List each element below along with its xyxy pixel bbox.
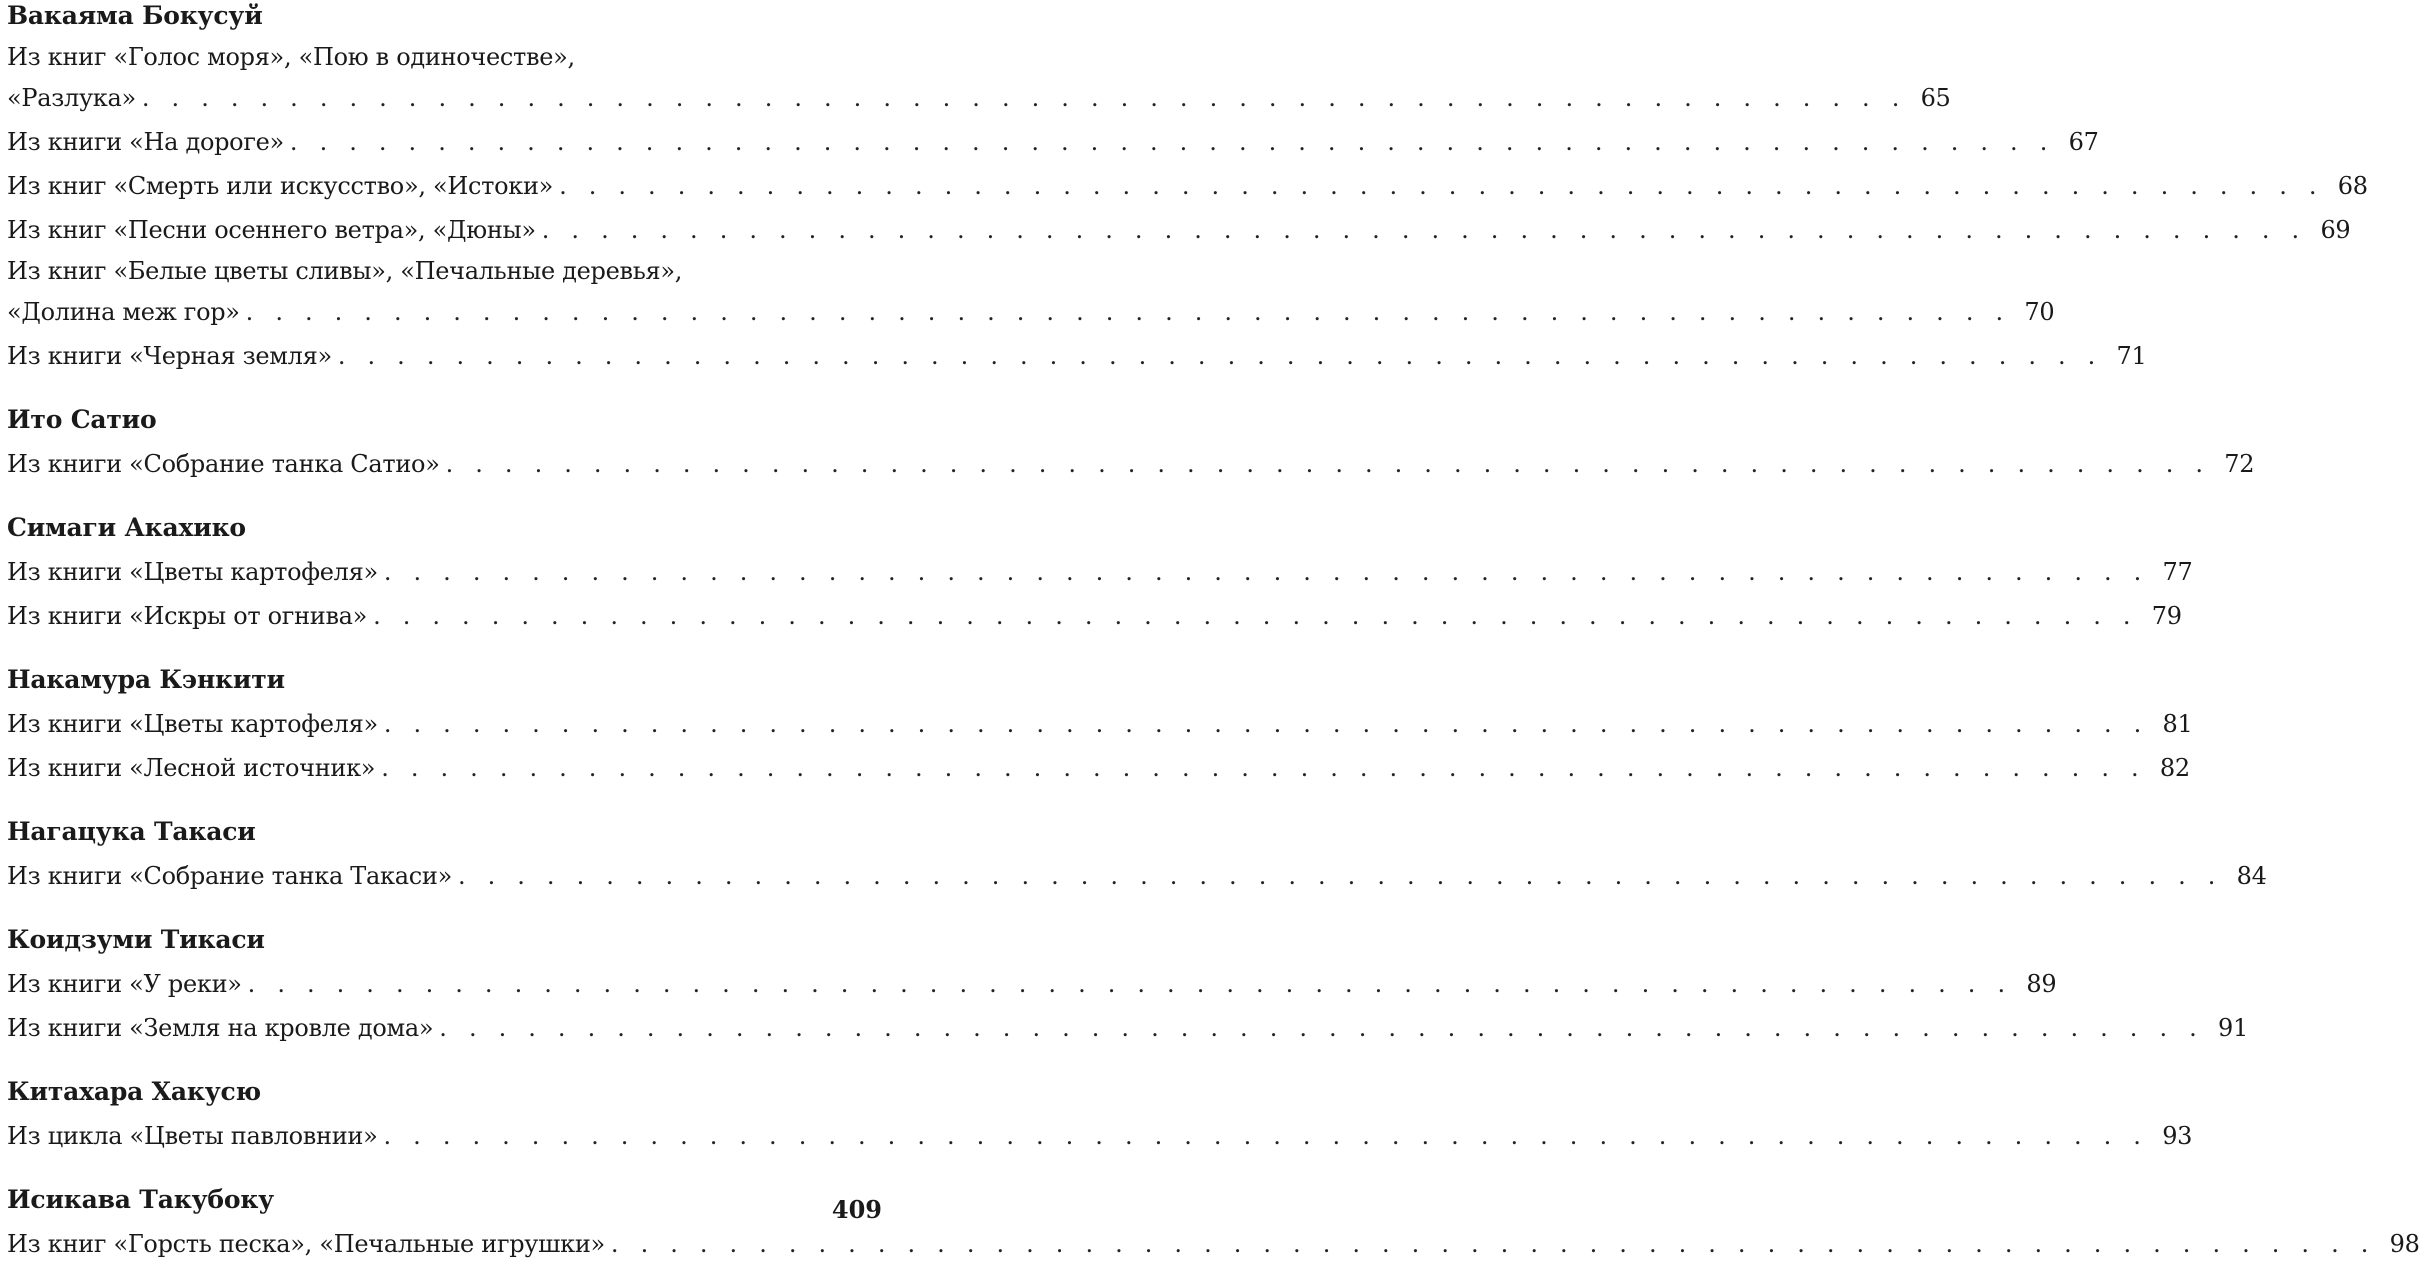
toc-section xyxy=(7,924,2248,1050)
entry-title: Из цикла «Цветы павловнии» xyxy=(7,1122,378,1150)
toc-section xyxy=(7,1076,2193,1158)
author-heading: Симаги Акахико xyxy=(7,513,246,542)
dot-leader: . . . . . . . . . . . . . . . . . . . . . . . . . . . . . . . . . . . . . . . . . . . . . . . . . . . . . . . . . . . . xyxy=(383,1122,2149,1150)
dot-leader: . . . . . . . . . . . . . . . . . . . . . . . . . . . . . . . . . . . . . . . . . . . . . . . . . . . . . . . . . . . . xyxy=(439,1014,2204,1042)
entry-title: «Разлука» xyxy=(7,84,136,112)
entry-page-number: 69 xyxy=(2320,216,2351,244)
toc-entry[interactable] xyxy=(7,1006,2248,1050)
author-heading: Вакаяма Бокусуй xyxy=(7,1,263,30)
dot-leader: . . . . . . . . . . . . . . . . . . . . . . . . . . . . . . . . . . . . . . . . . . . . . . . . . . . . . . . . . . . . xyxy=(541,216,2307,244)
entry-title: Из книги «Земля на кровле дома» xyxy=(7,1014,434,1042)
dot-leader: . . . . . . . . . . . . . . . . . . . . . . . . . . . . . . . . . . . . . . . . . . . . . . . . . . . . . . . . . . . . xyxy=(373,602,2138,630)
dot-leader: . . . . . . . . . . . . . . . . . . . . . . . . . . . . . . . . . . . . . . . . . . . . . . . . . . . . . . . . . . . . xyxy=(383,558,2149,586)
toc-entry[interactable] xyxy=(7,550,2193,594)
toc-entry[interactable] xyxy=(7,962,2057,1006)
dot-leader: . . . . . . . . . . . . . . . . . . . . . . . . . . . . . . . . . . . . . . . . . . . . . . . . . . . . . . . . . . . . xyxy=(141,84,1907,112)
toc-entry[interactable] xyxy=(7,442,2255,486)
entry-title-line: Из книг «Белые цветы сливы», «Печальные деревья», xyxy=(7,257,683,285)
dot-leader: . . . . . . . . . . . . . . . . . . . . . . . . . . . . . . . . . . . . . . . . . . . . . . . . . . . . . . . . . . . . xyxy=(381,754,2146,782)
entry-title: Из книги «Искры от огнива» xyxy=(7,602,368,630)
entry-title-line: Из книг «Голос моря», «Пою в одиночестве», xyxy=(7,43,575,71)
entry-title: Из книги «У реки» xyxy=(7,970,242,998)
toc-section xyxy=(7,664,2193,790)
entry-page-number: 89 xyxy=(2026,970,2057,998)
entry-title: Из книги «Собрание танка Такаси» xyxy=(7,862,452,890)
entry-page-number: 82 xyxy=(2159,754,2190,782)
entry-page-number: 67 xyxy=(2068,128,2099,156)
author-heading: Накамура Кэнкити xyxy=(7,665,285,694)
toc-entry[interactable] xyxy=(7,208,2351,252)
entry-title: Из книги «Черная земля» xyxy=(7,342,332,370)
toc-section xyxy=(7,816,2267,898)
entry-page-number: 98 xyxy=(2389,1230,2420,1258)
entry-page-number: 79 xyxy=(2151,602,2182,630)
dot-leader: . . . . . . . . . . . . . . . . . . . . . . . . . . . . . . . . . . . . . . . . . . . . . . . . . . . . . . . . . . . . xyxy=(289,128,2055,156)
entry-title: Из книг «Горсть песка», «Печальные игрушки» xyxy=(7,1230,605,1258)
entry-page-number: 71 xyxy=(2116,342,2147,370)
entry-page-number: 91 xyxy=(2217,1014,2248,1042)
entry-page-number: 77 xyxy=(2162,558,2193,586)
author-heading: Нагацука Такаси xyxy=(7,817,256,846)
toc-entry[interactable] xyxy=(7,746,2190,790)
page-number: 409 xyxy=(831,1195,882,1224)
entry-page-number: 93 xyxy=(2162,1122,2193,1150)
entry-title: Из книги «Цветы картофеля» xyxy=(7,710,378,738)
dot-leader: . . . . . . . . . . . . . . . . . . . . . . . . . . . . . . . . . . . . . . . . . . . . . . . . . . . . . . . . . . . . xyxy=(457,862,2223,890)
entry-page-number: 81 xyxy=(2162,710,2193,738)
entry-page-number: 84 xyxy=(2236,862,2267,890)
toc-section xyxy=(7,0,2368,378)
author-heading: Исикава Такубоку xyxy=(7,1185,274,1214)
entry-title: Из книг «Песни осеннего ветра», «Дюны» xyxy=(7,216,536,244)
toc-entry[interactable] xyxy=(7,252,2055,334)
entry-page-number: 72 xyxy=(2224,450,2255,478)
toc-section xyxy=(7,512,2193,638)
entry-title: «Долина меж гор» xyxy=(7,298,240,326)
toc-entry[interactable] xyxy=(7,38,1951,120)
dot-leader: . . . . . . . . . . . . . . . . . . . . . . . . . . . . . . . . . . . . . . . . . . . . . . . . . . . . . . . . . . . . xyxy=(337,342,2103,370)
entry-title: Из книг «Смерть или искусство», «Истоки» xyxy=(7,172,554,200)
author-heading: Китахара Хакусю xyxy=(7,1077,261,1106)
toc-entry[interactable] xyxy=(7,1222,2420,1266)
dot-leader: . . . . . . . . . . . . . . . . . . . . . . . . . . . . . . . . . . . . . . . . . . . . . . . . . . . . . . . . . . . . xyxy=(245,298,2011,326)
entry-title: Из книги «Собрание танка Сатио» xyxy=(7,450,440,478)
dot-leader: . . . . . . . . . . . . . . . . . . . . . . . . . . . . . . . . . . . . . . . . . . . . . . . . . . . . . . . . . . . . xyxy=(610,1230,2376,1258)
dot-leader: . . . . . . . . . . . . . . . . . . . . . . . . . . . . . . . . . . . . . . . . . . . . . . . . . . . . . . . . . . . . xyxy=(559,172,2324,200)
toc-entry[interactable] xyxy=(7,164,2368,208)
entry-page-number: 70 xyxy=(2024,298,2055,326)
toc-entry[interactable] xyxy=(7,334,2147,378)
entry-title: Из книги «Цветы картофеля» xyxy=(7,558,378,586)
toc-entry[interactable] xyxy=(7,594,2182,638)
entry-title: Из книги «Лесной источник» xyxy=(7,754,376,782)
entry-title: Из книги «На дороге» xyxy=(7,128,284,156)
toc-entry[interactable] xyxy=(7,120,2099,164)
toc-section xyxy=(7,404,2255,486)
toc-entry[interactable] xyxy=(7,854,2267,898)
entry-page-number: 65 xyxy=(1920,84,1951,112)
author-heading: Коидзуми Тикаси xyxy=(7,925,265,954)
dot-leader: . . . . . . . . . . . . . . . . . . . . . . . . . . . . . . . . . . . . . . . . . . . . . . . . . . . . . . . . . . . . xyxy=(445,450,2211,478)
author-heading: Ито Сатио xyxy=(7,405,157,434)
dot-leader: . . . . . . . . . . . . . . . . . . . . . . . . . . . . . . . . . . . . . . . . . . . . . . . . . . . . . . . . . . . . xyxy=(247,970,2013,998)
toc-entry[interactable] xyxy=(7,702,2193,746)
dot-leader: . . . . . . . . . . . . . . . . . . . . . . . . . . . . . . . . . . . . . . . . . . . . . . . . . . . . . . . . . . . . xyxy=(383,710,2149,738)
entry-page-number: 68 xyxy=(2337,172,2368,200)
toc-entry[interactable] xyxy=(7,1114,2193,1158)
